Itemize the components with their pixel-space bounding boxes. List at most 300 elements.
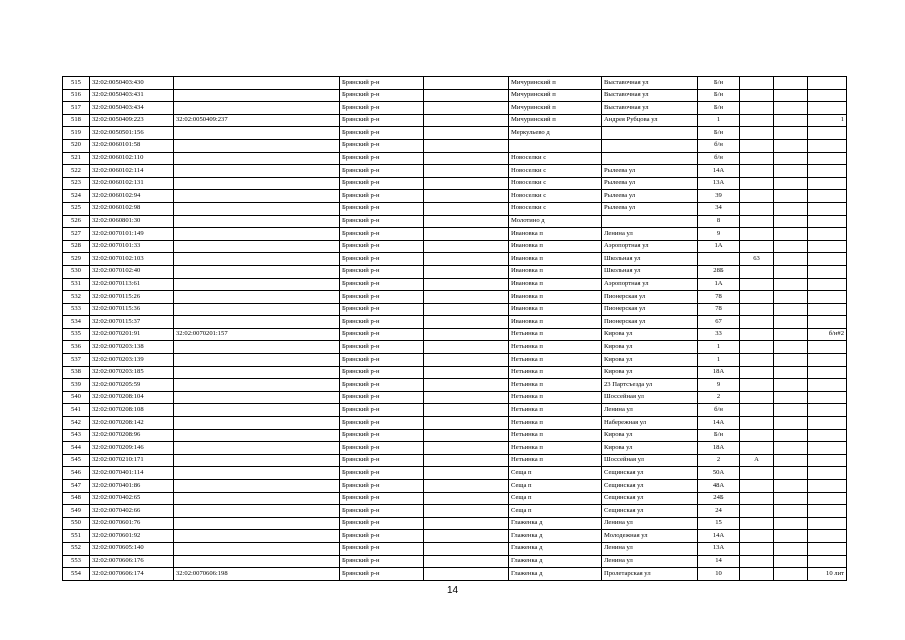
- building-cell: [740, 139, 774, 152]
- row-number-cell: 544: [63, 442, 90, 455]
- house-number-cell: 14А: [698, 530, 740, 543]
- related-cadastral-number-cell: [174, 253, 340, 266]
- settlement-municipality-cell: [424, 480, 509, 493]
- settlement-municipality-cell: [424, 228, 509, 241]
- apartment-cell: 10 лит: [808, 568, 847, 581]
- street-cell: [602, 139, 698, 152]
- house-number-cell: [698, 253, 740, 266]
- building-cell: [740, 215, 774, 228]
- district-cell: Брянский р-н: [340, 102, 424, 115]
- street-cell: Набережная ул: [602, 417, 698, 430]
- related-cadastral-number-cell: [174, 442, 340, 455]
- street-cell: Ленина ул: [602, 555, 698, 568]
- house-number-cell: Б/н: [698, 127, 740, 140]
- district-cell: Брянский р-н: [340, 467, 424, 480]
- locality-cell: Нетьинка п: [509, 429, 602, 442]
- locality-cell: Ивановка п: [509, 316, 602, 329]
- district-cell: Брянский р-н: [340, 127, 424, 140]
- related-cadastral-number-cell: [174, 316, 340, 329]
- building-cell: [740, 165, 774, 178]
- related-cadastral-number-cell: [174, 190, 340, 203]
- table-row: [63, 177, 847, 190]
- building-cell: [740, 102, 774, 115]
- apartment-cell: [808, 517, 847, 530]
- building-cell: [740, 278, 774, 291]
- building-cell: [740, 391, 774, 404]
- district-cell: Брянский р-н: [340, 555, 424, 568]
- row-number-cell: 551: [63, 530, 90, 543]
- settlement-municipality-cell: [424, 303, 509, 316]
- apartment-cell: [808, 379, 847, 392]
- related-cadastral-number-cell: [174, 354, 340, 367]
- apartment-cell: [808, 454, 847, 467]
- cadastral-number-cell: 32:02:0070606:174: [90, 568, 174, 581]
- related-cadastral-number-cell: [174, 417, 340, 430]
- cadastral-number-cell: 32:02:0070208:108: [90, 404, 174, 417]
- street-cell: [602, 127, 698, 140]
- street-cell: Рылеева ул: [602, 177, 698, 190]
- street-cell: Кирова ул: [602, 442, 698, 455]
- locality-cell: Меркульево д: [509, 127, 602, 140]
- row-number-cell: 534: [63, 316, 90, 329]
- apartment-cell: [808, 177, 847, 190]
- row-number-cell: 550: [63, 517, 90, 530]
- row-number-cell: 529: [63, 253, 90, 266]
- locality-cell: Мичуринский п: [509, 77, 602, 90]
- related-cadastral-number-cell: [174, 291, 340, 304]
- street-cell: Кирова ул: [602, 429, 698, 442]
- cadastral-number-cell: 32:02:0070203:139: [90, 354, 174, 367]
- structure-cell: [774, 202, 808, 215]
- district-cell: Брянский р-н: [340, 139, 424, 152]
- related-cadastral-number-cell: [174, 202, 340, 215]
- house-number-cell: 39: [698, 190, 740, 203]
- row-number-cell: 547: [63, 480, 90, 493]
- locality-cell: Ивановка п: [509, 291, 602, 304]
- locality-cell: Молотино д: [509, 215, 602, 228]
- structure-cell: [774, 265, 808, 278]
- cadastral-number-cell: 32:02:0050403:431: [90, 89, 174, 102]
- locality-cell: Нетьинка п: [509, 354, 602, 367]
- cadastral-number-cell: 32:02:0070113:61: [90, 278, 174, 291]
- row-number-cell: 522: [63, 165, 90, 178]
- settlement-municipality-cell: [424, 442, 509, 455]
- house-number-cell: 14: [698, 555, 740, 568]
- district-cell: Брянский р-н: [340, 568, 424, 581]
- apartment-cell: [808, 228, 847, 241]
- street-cell: Выставочная ул: [602, 77, 698, 90]
- settlement-municipality-cell: [424, 165, 509, 178]
- district-cell: Брянский р-н: [340, 253, 424, 266]
- row-number-cell: 520: [63, 139, 90, 152]
- cadastral-number-cell: 32:02:0060801:30: [90, 215, 174, 228]
- row-number-cell: 517: [63, 102, 90, 115]
- street-cell: Сещинская ул: [602, 467, 698, 480]
- house-number-cell: 14А: [698, 417, 740, 430]
- cadastral-number-cell: 32:02:0050409:223: [90, 114, 174, 127]
- row-number-cell: 543: [63, 429, 90, 442]
- table-row: [63, 165, 847, 178]
- locality-cell: Глаженка д: [509, 542, 602, 555]
- structure-cell: [774, 152, 808, 165]
- settlement-municipality-cell: [424, 177, 509, 190]
- structure-cell: [774, 114, 808, 127]
- house-number-cell: 24: [698, 505, 740, 518]
- building-cell: [740, 366, 774, 379]
- apartment-cell: [808, 291, 847, 304]
- settlement-municipality-cell: [424, 454, 509, 467]
- settlement-municipality-cell: [424, 492, 509, 505]
- row-number-cell: 528: [63, 240, 90, 253]
- cadastral-number-cell: 32:02:0070208:96: [90, 429, 174, 442]
- building-cell: [740, 341, 774, 354]
- locality-cell: Ивановка п: [509, 265, 602, 278]
- house-number-cell: 1А: [698, 240, 740, 253]
- apartment-cell: [808, 354, 847, 367]
- house-number-cell: Б/н: [698, 77, 740, 90]
- row-number-cell: 519: [63, 127, 90, 140]
- house-number-cell: 67: [698, 316, 740, 329]
- table-row: [63, 152, 847, 165]
- district-cell: Брянский р-н: [340, 517, 424, 530]
- district-cell: Брянский р-н: [340, 265, 424, 278]
- district-cell: Брянский р-н: [340, 77, 424, 90]
- apartment-cell: [808, 127, 847, 140]
- cadastral-number-cell: 32:02:0070201:91: [90, 328, 174, 341]
- street-cell: Ленина ул: [602, 404, 698, 417]
- related-cadastral-number-cell: [174, 379, 340, 392]
- district-cell: Брянский р-н: [340, 542, 424, 555]
- building-cell: [740, 555, 774, 568]
- related-cadastral-number-cell: [174, 278, 340, 291]
- table-row: [63, 492, 847, 505]
- house-number-cell: 2: [698, 454, 740, 467]
- structure-cell: [774, 177, 808, 190]
- cadastral-number-cell: 32:02:0070401:114: [90, 467, 174, 480]
- house-number-cell: Б/н: [698, 102, 740, 115]
- house-number-cell: Б/н: [698, 89, 740, 102]
- locality-cell: Мичуринский п: [509, 114, 602, 127]
- district-cell: Брянский р-н: [340, 442, 424, 455]
- building-cell: [740, 127, 774, 140]
- row-number-cell: 521: [63, 152, 90, 165]
- house-number-cell: 8: [698, 215, 740, 228]
- settlement-municipality-cell: [424, 190, 509, 203]
- related-cadastral-number-cell: 32:02:0070201:157: [174, 328, 340, 341]
- cadastral-number-cell: 32:02:0060101:58: [90, 139, 174, 152]
- house-number-cell: 18А: [698, 442, 740, 455]
- settlement-municipality-cell: [424, 253, 509, 266]
- row-number-cell: 526: [63, 215, 90, 228]
- table-body: [63, 77, 847, 581]
- structure-cell: [774, 480, 808, 493]
- table-row: [63, 114, 847, 127]
- locality-cell: Мичуринский п: [509, 89, 602, 102]
- apartment-cell: [808, 442, 847, 455]
- settlement-municipality-cell: [424, 127, 509, 140]
- related-cadastral-number-cell: [174, 152, 340, 165]
- row-number-cell: 516: [63, 89, 90, 102]
- locality-cell: Глаженка д: [509, 517, 602, 530]
- row-number-cell: 553: [63, 555, 90, 568]
- street-cell: Кирова ул: [602, 341, 698, 354]
- building-cell: [740, 190, 774, 203]
- apartment-cell: [808, 190, 847, 203]
- street-cell: Шоссейная ул: [602, 391, 698, 404]
- row-number-cell: 548: [63, 492, 90, 505]
- building-cell: [740, 177, 774, 190]
- table-row: [63, 379, 847, 392]
- locality-cell: Новоселки с: [509, 190, 602, 203]
- settlement-municipality-cell: [424, 354, 509, 367]
- related-cadastral-number-cell: [174, 177, 340, 190]
- cadastral-number-cell: 32:02:0050403:430: [90, 77, 174, 90]
- table-row: [63, 102, 847, 115]
- street-cell: Кирова ул: [602, 328, 698, 341]
- related-cadastral-number-cell: [174, 240, 340, 253]
- structure-cell: [774, 417, 808, 430]
- related-cadastral-number-cell: [174, 404, 340, 417]
- row-number-cell: 535: [63, 328, 90, 341]
- building-cell: [740, 291, 774, 304]
- settlement-municipality-cell: [424, 215, 509, 228]
- house-number-cell: 15: [698, 517, 740, 530]
- settlement-municipality-cell: [424, 467, 509, 480]
- street-cell: Выставочная ул: [602, 102, 698, 115]
- structure-cell: [774, 278, 808, 291]
- building-cell: А: [740, 454, 774, 467]
- building-cell: [740, 303, 774, 316]
- row-number-cell: 552: [63, 542, 90, 555]
- table-row: [63, 77, 847, 90]
- row-number-cell: 536: [63, 341, 90, 354]
- table-row: [63, 303, 847, 316]
- cadastral-number-cell: 32:02:0070605:140: [90, 542, 174, 555]
- structure-cell: [774, 102, 808, 115]
- related-cadastral-number-cell: [174, 139, 340, 152]
- table-row: [63, 328, 847, 341]
- house-number-cell: Б/н: [698, 429, 740, 442]
- building-cell: [740, 417, 774, 430]
- table-row: [63, 366, 847, 379]
- building-cell: [740, 404, 774, 417]
- structure-cell: [774, 568, 808, 581]
- related-cadastral-number-cell: [174, 366, 340, 379]
- apartment-cell: [808, 303, 847, 316]
- related-cadastral-number-cell: [174, 127, 340, 140]
- row-number-cell: 527: [63, 228, 90, 241]
- table-row: [63, 278, 847, 291]
- settlement-municipality-cell: [424, 328, 509, 341]
- building-cell: [740, 467, 774, 480]
- district-cell: Брянский р-н: [340, 291, 424, 304]
- building-cell: [740, 89, 774, 102]
- table-row: [63, 316, 847, 329]
- structure-cell: [774, 530, 808, 543]
- row-number-cell: 532: [63, 291, 90, 304]
- street-cell: Школьная ул: [602, 265, 698, 278]
- settlement-municipality-cell: [424, 278, 509, 291]
- apartment-cell: [808, 77, 847, 90]
- district-cell: Брянский р-н: [340, 114, 424, 127]
- house-number-cell: 1А: [698, 278, 740, 291]
- district-cell: Брянский р-н: [340, 303, 424, 316]
- table-row: [63, 228, 847, 241]
- related-cadastral-number-cell: [174, 505, 340, 518]
- district-cell: Брянский р-н: [340, 417, 424, 430]
- settlement-municipality-cell: [424, 240, 509, 253]
- house-number-cell: 24Б: [698, 492, 740, 505]
- street-cell: Сещинская ул: [602, 492, 698, 505]
- apartment-cell: [808, 240, 847, 253]
- settlement-municipality-cell: [424, 379, 509, 392]
- structure-cell: [774, 291, 808, 304]
- table-row: [63, 354, 847, 367]
- row-number-cell: 537: [63, 354, 90, 367]
- street-cell: Ленина ул: [602, 228, 698, 241]
- structure-cell: [774, 240, 808, 253]
- locality-cell: Глаженка д: [509, 530, 602, 543]
- structure-cell: [774, 139, 808, 152]
- cadastral-number-cell: 32:02:0070115:26: [90, 291, 174, 304]
- table-row: [63, 568, 847, 581]
- table-row: [63, 505, 847, 518]
- table-row: [63, 341, 847, 354]
- settlement-municipality-cell: [424, 341, 509, 354]
- locality-cell: Новоселки с: [509, 202, 602, 215]
- structure-cell: [774, 517, 808, 530]
- building-cell: [740, 492, 774, 505]
- table-row: [63, 202, 847, 215]
- apartment-cell: [808, 555, 847, 568]
- structure-cell: [774, 391, 808, 404]
- structure-cell: [774, 379, 808, 392]
- district-cell: Брянский р-н: [340, 492, 424, 505]
- table-row: [63, 454, 847, 467]
- table-row: [63, 467, 847, 480]
- apartment-cell: [808, 102, 847, 115]
- settlement-municipality-cell: [424, 517, 509, 530]
- related-cadastral-number-cell: [174, 542, 340, 555]
- cadastral-number-cell: 32:02:0070210:171: [90, 454, 174, 467]
- street-cell: Аэропортная ул: [602, 278, 698, 291]
- apartment-cell: [808, 492, 847, 505]
- district-cell: Брянский р-н: [340, 228, 424, 241]
- cadastral-number-cell: 32:02:0070115:36: [90, 303, 174, 316]
- related-cadastral-number-cell: [174, 89, 340, 102]
- locality-cell: Сеща п: [509, 505, 602, 518]
- table-row: [63, 139, 847, 152]
- table-row: [63, 127, 847, 140]
- locality-cell: Ивановка п: [509, 253, 602, 266]
- apartment-cell: [808, 505, 847, 518]
- district-cell: Брянский р-н: [340, 354, 424, 367]
- row-number-cell: 541: [63, 404, 90, 417]
- row-number-cell: 545: [63, 454, 90, 467]
- related-cadastral-number-cell: 32:02:0050409:237: [174, 114, 340, 127]
- apartment-cell: [808, 89, 847, 102]
- locality-cell: Нетьинка п: [509, 391, 602, 404]
- structure-cell: [774, 341, 808, 354]
- locality-cell: Мичуринский п: [509, 102, 602, 115]
- related-cadastral-number-cell: [174, 467, 340, 480]
- cadastral-number-cell: 32:02:0070208:104: [90, 391, 174, 404]
- settlement-municipality-cell: [424, 568, 509, 581]
- structure-cell: [774, 165, 808, 178]
- table-row: [63, 190, 847, 203]
- table-row: [63, 429, 847, 442]
- cadastral-number-cell: 32:02:0050501:156: [90, 127, 174, 140]
- cadastral-number-cell: 32:02:0070209:146: [90, 442, 174, 455]
- house-number-cell: 13А: [698, 177, 740, 190]
- settlement-municipality-cell: [424, 265, 509, 278]
- structure-cell: [774, 127, 808, 140]
- cadastral-number-cell: 32:02:0070203:185: [90, 366, 174, 379]
- locality-cell: Сеща п: [509, 467, 602, 480]
- locality-cell: Новоселки с: [509, 177, 602, 190]
- house-number-cell: 48А: [698, 480, 740, 493]
- related-cadastral-number-cell: [174, 165, 340, 178]
- street-cell: Сещинская ул: [602, 505, 698, 518]
- building-cell: [740, 542, 774, 555]
- row-number-cell: 525: [63, 202, 90, 215]
- locality-cell: Нетьинка п: [509, 341, 602, 354]
- row-number-cell: 523: [63, 177, 90, 190]
- building-cell: [740, 240, 774, 253]
- district-cell: Брянский р-н: [340, 454, 424, 467]
- structure-cell: [774, 467, 808, 480]
- street-cell: Молодежная ул: [602, 530, 698, 543]
- house-number-cell: 9: [698, 228, 740, 241]
- building-cell: [740, 77, 774, 90]
- row-number-cell: 539: [63, 379, 90, 392]
- cadastral-number-cell: 32:02:0060102:98: [90, 202, 174, 215]
- district-cell: Брянский р-н: [340, 341, 424, 354]
- street-cell: Пионерская ул: [602, 291, 698, 304]
- structure-cell: [774, 354, 808, 367]
- row-number-cell: 549: [63, 505, 90, 518]
- settlement-municipality-cell: [424, 114, 509, 127]
- apartment-cell: [808, 265, 847, 278]
- table-row: [63, 391, 847, 404]
- locality-cell: Нетьинка п: [509, 454, 602, 467]
- locality-cell: Ивановка п: [509, 303, 602, 316]
- locality-cell: Сеща п: [509, 480, 602, 493]
- house-number-cell: б/н: [698, 404, 740, 417]
- row-number-cell: 518: [63, 114, 90, 127]
- street-cell: 23 Партсъезда ул: [602, 379, 698, 392]
- house-number-cell: 78: [698, 303, 740, 316]
- cadastral-number-cell: 32:02:0070601:76: [90, 517, 174, 530]
- structure-cell: [774, 429, 808, 442]
- settlement-municipality-cell: [424, 77, 509, 90]
- building-cell: [740, 379, 774, 392]
- row-number-cell: 524: [63, 190, 90, 203]
- house-number-cell: 28Б: [698, 265, 740, 278]
- locality-cell: Нетьинка п: [509, 442, 602, 455]
- district-cell: Брянский р-н: [340, 530, 424, 543]
- street-cell: Кирова ул: [602, 366, 698, 379]
- related-cadastral-number-cell: [174, 228, 340, 241]
- building-cell: [740, 517, 774, 530]
- page-number: 14: [446, 585, 459, 596]
- structure-cell: [774, 303, 808, 316]
- house-number-cell: 14А: [698, 165, 740, 178]
- building-cell: 63: [740, 253, 774, 266]
- locality-cell: Глаженка д: [509, 568, 602, 581]
- settlement-municipality-cell: [424, 102, 509, 115]
- table-row: [63, 417, 847, 430]
